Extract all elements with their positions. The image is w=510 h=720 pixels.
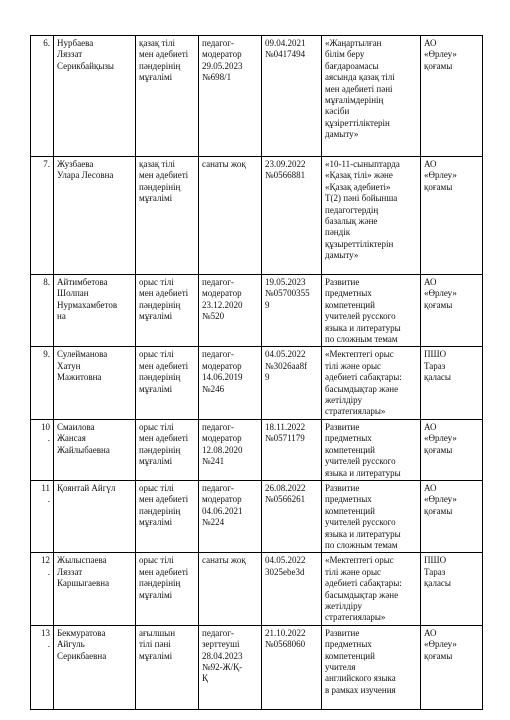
- course-title: Развитие предметных компетенций учителя английского языка в рамках изучения: [322, 625, 421, 709]
- certificate-info: 04.05.2022 №3026aa8f 9: [262, 347, 322, 419]
- teacher-name: Айтимбетова Шолпан Нурмахамбетов на: [54, 275, 136, 347]
- course-title: «Мектептегі орыс тілі және орыс әдебиеті сабақтары: басымдықтар және жетілдіру стратегиялары»: [322, 347, 421, 419]
- certificate-info: 18.11.2022 №0571179: [262, 419, 322, 480]
- table-row: [31, 480, 483, 552]
- certificate-info: 19.05.2023 №05700355 9: [262, 275, 322, 347]
- teacher-category: санаты жоқ: [199, 157, 262, 275]
- teacher-subject: орыс тілі мен әдебиеті пәндерінің мұғалімі: [136, 480, 199, 552]
- teacher-category: санаты жоқ: [199, 553, 262, 625]
- row-number: 10 .: [31, 419, 54, 480]
- teacher-name: Жылыспаева Ляззат Каршыгаевна: [54, 553, 136, 625]
- table-row: [31, 275, 483, 347]
- row-number: 12 .: [31, 553, 54, 625]
- row-number: 7.: [31, 157, 54, 275]
- certificate-info: 21.10.2022 №0568060: [262, 625, 322, 709]
- course-title: «Жаңартылған білім беру бағдароамасы аясында қазақ тілі мен әдебиеті пәні мұғалімдерінің кәсіби құзіреттіліктерін дамыту»: [322, 36, 421, 157]
- teacher-category: педагог- модератор 14.06.2019 №246: [199, 347, 262, 419]
- table-row: [31, 553, 483, 625]
- teacher-subject: қазақ тілі мен әдебиеті пәндерінің мұғалімі: [136, 36, 199, 157]
- teacher-subject: орыс тілі мен әдебиеті пәндерінің мұғалімі: [136, 275, 199, 347]
- teacher-subject: орыс тілі мен әдебиеті пәндерінің мұғалімі: [136, 419, 199, 480]
- course-title: «Мектептегі орыс тілі және орыс әдебиеті сабақтары: басымдықтар және жетілдіру стратегиялары»: [322, 553, 421, 625]
- row-number: 11 .: [31, 480, 54, 552]
- teachers-table: [30, 35, 483, 710]
- table-row: [31, 419, 483, 480]
- certificate-info: 04.05.2022 3025ebe3d: [262, 553, 322, 625]
- row-number: 6.: [31, 36, 54, 157]
- course-organization: АО «Өрлеу» қоғамы: [421, 36, 483, 157]
- row-number: 13 .: [31, 625, 54, 709]
- teacher-name: Смаилова Жансая Жайлыбаевна: [54, 419, 136, 480]
- teacher-subject: қазақ тілі мен әдебиеті пәндерінің мұғалімі: [136, 157, 199, 275]
- certificate-info: 23.09.2022 №0566881: [262, 157, 322, 275]
- course-organization: АО «Өрлеу» қоғамы: [421, 625, 483, 709]
- course-organization: ПШО Тараз қаласы: [421, 553, 483, 625]
- course-organization: АО «Өрлеу» қоғамы: [421, 419, 483, 480]
- teacher-subject: орыс тілі мен әдебиеті пәндерінің мұғалімі: [136, 347, 199, 419]
- teacher-category: педагог- модератор 23.12.2020 №520: [199, 275, 262, 347]
- table-row: [31, 157, 483, 275]
- row-number: 8.: [31, 275, 54, 347]
- table-row: [31, 36, 483, 157]
- course-title: Развитие предметных компетенций учителей русского языка и литературы по сложным темам: [322, 480, 421, 552]
- teacher-name: Жузбаева Улара Лесовна: [54, 157, 136, 275]
- certificate-info: 26.08.2022 №0566261: [262, 480, 322, 552]
- teacher-category: педагог- модератор 04.06.2021 №224: [199, 480, 262, 552]
- teacher-name: Нурбаева Ляззат Серикбайқызы: [54, 36, 136, 157]
- course-title: Развитие предметных компетенций учителей русского языка и литературы по сложным темам: [322, 275, 421, 347]
- course-title: «10-11-сыныптарда «Қазақ тілі» және «Қазақ әдебиеті» Т(2) пәні бойынша педагогтердің базалық және пәндік құзыреттіліктерін дамыту»: [322, 157, 421, 275]
- teacher-subject: ағылшын тілі пәні мұғалімі: [136, 625, 199, 709]
- teacher-category: педагог- зерттеуші 28.04.2023 №92-Ж/Қ- Қ: [199, 625, 262, 709]
- course-title: Развитие предметных компетенций учителей русского языка и литературы: [322, 419, 421, 480]
- course-organization: АО «Өрлеу» қоғамы: [421, 157, 483, 275]
- course-organization: ПШО Тараз қаласы: [421, 347, 483, 419]
- row-number: 9.: [31, 347, 54, 419]
- table-row: [31, 347, 483, 419]
- teacher-name: Қоянтай Айгүл: [54, 480, 136, 552]
- course-organization: АО «Өрлеу» қоғамы: [421, 480, 483, 552]
- teacher-category: педагог- модератор 12.08.2020 №241: [199, 419, 262, 480]
- teacher-category: педагог- модератор 29.05.2023 №698/1: [199, 36, 262, 157]
- table-row: [31, 625, 483, 709]
- certificate-info: 09.04.2021 №0417494: [262, 36, 322, 157]
- teacher-subject: орыс тілі мен әдебиеті пәндерінің мұғалімі: [136, 553, 199, 625]
- teacher-name: Сулейманова Хатун Мажитовна: [54, 347, 136, 419]
- course-organization: АО «Өрлеу» қоғамы: [421, 275, 483, 347]
- teacher-name: Бекмуратова Айгуль Серикбаевна: [54, 625, 136, 709]
